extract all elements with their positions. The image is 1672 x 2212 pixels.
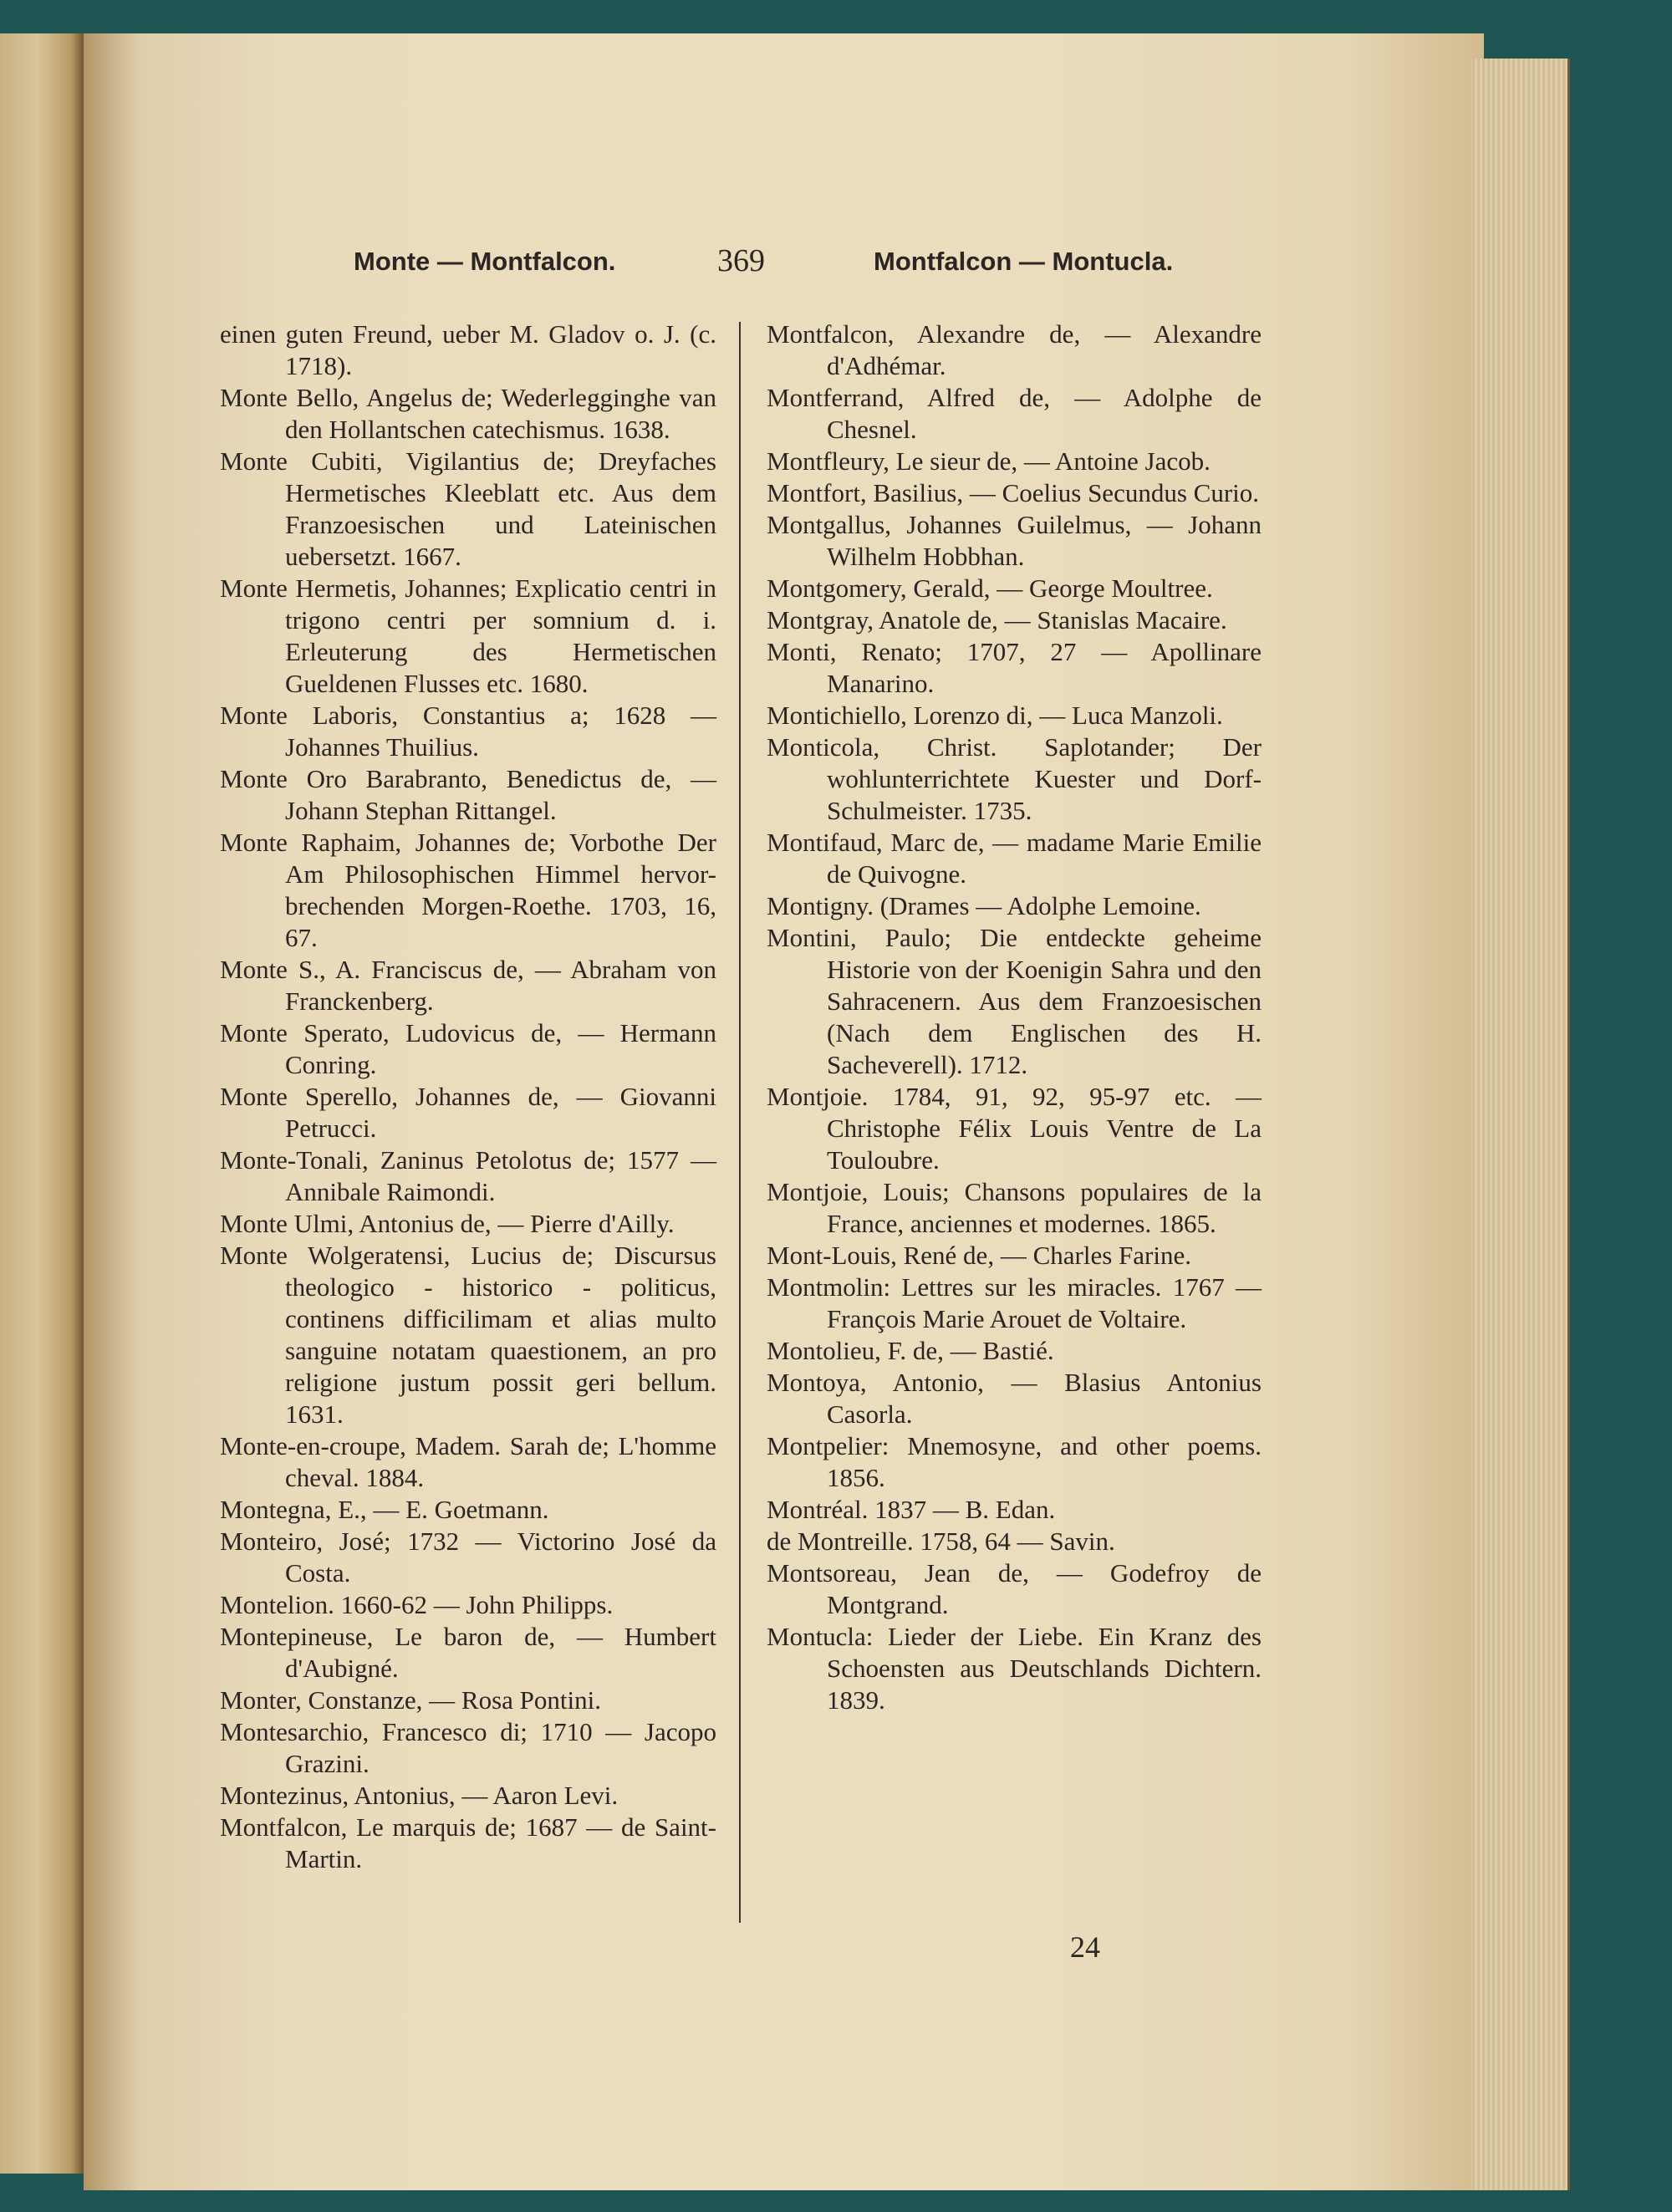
- entry: Montmolin: Lettres sur les miracles. 1767 — François Marie Arouet de Voltaire.: [767, 1272, 1262, 1333]
- entry: Monticola, Christ. Saplotander; Der wohlunterrichtete Kuester und Dorf-Schulmeister. 1735.: [767, 732, 1262, 825]
- left-column: [220, 319, 716, 1875]
- entry: Montucla: Lieder der Liebe. Ein Kranz des Schoensten aus Deutschlands Dichtern. 1839.: [767, 1622, 1262, 1715]
- entry: Monte Ulmi, Antonius de, — Pierre d'Ailly.: [220, 1209, 675, 1238]
- entry: Montoya, Antonio, — Blasius Antonius Casorla.: [767, 1368, 1262, 1429]
- entry: Montelion. 1660-62 — John Philipps.: [220, 1590, 614, 1619]
- entry: Monti, Renato; 1707, 27 — Apollinare Manarino.: [767, 637, 1262, 698]
- entry: Monte Laboris, Constantius a; 1628 — Johannes Thuilius.: [220, 701, 716, 762]
- page-number: 369: [717, 243, 765, 278]
- entry: Monte Hermetis, Johannes; Explicatio centri in trigono centri per somnium d. i. Erleuterung des Hermetischen Gueldenen Flusses etc. 1680.: [220, 573, 716, 698]
- entry: Montgray, Anatole de, — Stanislas Macaire.: [767, 605, 1227, 635]
- entry: Monte S., A. Franciscus de, — Abraham von Franckenberg.: [220, 955, 716, 1016]
- entry: Montréal. 1837 — B. Edan.: [767, 1495, 1056, 1524]
- entry: Montepineuse, Le baron de, — Humbert d'Aubigné.: [220, 1622, 716, 1683]
- entry: Montfort, Basilius, — Coelius Secundus Curio.: [767, 478, 1259, 507]
- entry: Monter, Constanze, — Rosa Pontini.: [220, 1685, 601, 1715]
- entry: Montesarchio, Francesco di; 1710 — Jacopo Grazini.: [220, 1717, 716, 1778]
- running-head-right: Montfalcon — Montucla.: [874, 247, 1174, 276]
- entry: Montifaud, Marc de, — madame Marie Emilie de Quivogne.: [767, 828, 1262, 889]
- entry: Monte Raphaim, Johannes de; Vorbothe Der Am Philosophischen Himmel hervor-brechenden Morgen-Roethe. 1703, 16, 67.: [220, 828, 716, 952]
- facing-page-edge: [0, 33, 84, 2174]
- page-block-edge: [1471, 59, 1570, 2190]
- entry: Monte Bello, Angelus de; Wederlegginghe van den Hollantschen catechismus. 1638.: [220, 383, 716, 444]
- entry: einen guten Freund, ueber M. Gladov o. J. (c. 1718).: [220, 319, 716, 380]
- entry: Montezinus, Antonius, — Aaron Levi.: [220, 1781, 619, 1810]
- entry: Montichiello, Lorenzo di, — Luca Manzoli.: [767, 701, 1223, 730]
- entry: Monte Wolgeratensi, Lucius de; Discursus theologico - historico - politicus, continens difficilimam et alias multo sanguine notatam quaestionem, an pro religione justum possit geri bellum. 1631.: [220, 1241, 716, 1429]
- entry: Montini, Paulo; Die entdeckte geheime Historie von der Koenigin Sahra und den Sahracenern. Aus dem Franzoesischen (Nach dem Englischen des H. Sacheverell). 1712.: [767, 923, 1262, 1079]
- right-column: [767, 319, 1262, 1716]
- entry: Montegna, E., — E. Goetmann.: [220, 1495, 549, 1524]
- entry: Montpelier: Mnemosyne, and other poems. 1856.: [767, 1431, 1262, 1492]
- entry: Monte Oro Barabranto, Benedictus de, — Johann Stephan Rittangel.: [220, 764, 716, 825]
- entry: Montfalcon, Le marquis de; 1687 — de Saint-Martin.: [220, 1812, 716, 1873]
- entry: Montgallus, Johannes Guilelmus, — Johann Wilhelm Hobbhan.: [767, 510, 1262, 571]
- entry: Monteiro, José; 1732 — Victorino José da Costa.: [220, 1526, 716, 1588]
- entry: Montjoie, Louis; Chansons populaires de la France, anciennes et modernes. 1865.: [767, 1177, 1262, 1238]
- entry: Monte Cubiti, Vigilantius de; Dreyfaches Hermetisches Kleeblatt etc. Aus dem Franzoesischen und Lateinischen uebersetzt. 1667.: [220, 446, 716, 571]
- entry: Monte-Tonali, Zaninus Petolotus de; 1577 — Annibale Raimondi.: [220, 1145, 716, 1206]
- signature-mark: 24: [1070, 1930, 1100, 1964]
- entry: Monte Sperato, Ludovicus de, — Hermann Conring.: [220, 1018, 716, 1079]
- running-head-left: Monte — Montfalcon.: [354, 247, 616, 276]
- entry: Montjoie. 1784, 91, 92, 95-97 etc. — Christophe Félix Louis Ventre de La Touloubre.: [767, 1082, 1262, 1175]
- column-divider: [739, 322, 741, 1923]
- entry: Montolieu, F. de, — Bastié.: [767, 1336, 1054, 1365]
- entry: Montigny. (Drames — Adolphe Lemoine.: [767, 891, 1201, 920]
- entry: Monte Sperello, Johannes de, — Giovanni Petrucci.: [220, 1082, 716, 1143]
- entry: Montgomery, Gerald, — George Moultree.: [767, 573, 1213, 603]
- entry: Monte-en-croupe, Madem. Sarah de; L'homme cheval. 1884.: [220, 1431, 716, 1492]
- entry: Montsoreau, Jean de, — Godefroy de Montgrand.: [767, 1558, 1262, 1619]
- entry: Montfleury, Le sieur de, — Antoine Jacob.: [767, 446, 1211, 476]
- entry: de Montreille. 1758, 64 — Savin.: [767, 1526, 1115, 1556]
- entry: Montferrand, Alfred de, — Adolphe de Chesnel.: [767, 383, 1262, 444]
- entry: Montfalcon, Alexandre de, — Alexandre d'Adhémar.: [767, 319, 1262, 380]
- entry: Mont-Louis, René de, — Charles Farine.: [767, 1241, 1191, 1270]
